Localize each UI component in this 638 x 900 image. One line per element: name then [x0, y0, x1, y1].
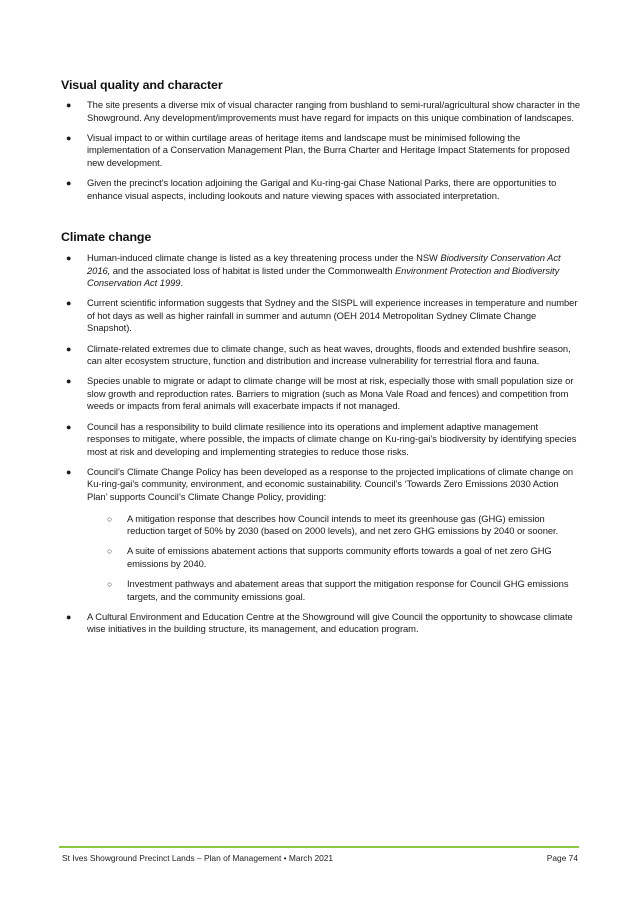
list-item: ● Visual impact to or within curtilage areas of heritage items and landscape must be minimised following the implementation of a Conservation Management Plan, the Burra Charter and Heritage Impact Statements for proposed new development.	[66, 131, 570, 168]
circle-bullet-icon: ○	[107, 578, 113, 589]
visual-quality-list	[61, 99, 581, 210]
sub-list-item: ○ A suite of emissions abatement actions that supports community efforts towards a goal of net zero GHG emissions by 2040.	[107, 545, 552, 569]
bullet-icon: ●	[66, 421, 72, 432]
list-item: ● Given the precinct’s location adjoining the Garigal and Ku-ring-gai Chase National Parks, there are opportunities to enhance visual aspects, including lookouts and nature viewing spaces with associated interpretation.	[66, 176, 557, 201]
sub-list-item: ○ Investment pathways and abatement areas that support the mitigation response for Council GHG emissions targets, and the community emissions goal.	[107, 577, 569, 602]
bullet-icon: ●	[66, 177, 72, 188]
bullet-icon: ●	[66, 611, 72, 622]
climate-change-heading: Climate change	[61, 230, 152, 244]
climate-change-list	[61, 252, 581, 643]
list-item: ● Council’s Climate Change Policy has been developed as a response to the projected implications of climate change on Ku-ring-gai’s community, environment, and economic sustainability. Council’s ‘Towards Zero Emissions 2030 Action Plan’ supports Council’s Climate Change Policy, providing: ○ A mitigation response that describes how Council intends to meet its greenhouse gas (GHG) emission reduction target of 50% by 2030 (based on 2000 levels), and net zero GHG emissions by 2040 or sooner. ○ A suite of emissions abatement actions that supports community efforts towards a goal of net zero GHG emissions by 2040. ○ Investment pathways and abatement areas that support the mitigation response for Council GHG emissions targets, and the community emissions goal.	[61, 466, 581, 603]
list-item: ● Council has a responsibility to build climate resilience into its operations and implement adaptive management responses to mitigate, where possible, the impacts of climate change on Ku-ring-gai’s biodiversity by identifying species most at risk and developing and implementing strategies to reduce those risks.	[66, 420, 577, 457]
visual-quality-heading: Visual quality and character	[61, 78, 223, 92]
list-item: ● Human-induced climate change is listed as a key threatening process under the NSW Biodiversity Conservation Act 2016, and the associated loss of habitat is listed under the Commonwealth Environment Protection and Biodiversity Conservation Act 1999.	[66, 252, 561, 289]
list-item: ● A Cultural Environment and Education Centre at the Showground will give Council the opportunity to showcase climate wise initiatives in the building structure, its management, and education program.	[66, 610, 573, 635]
bullet-icon: ●	[66, 343, 72, 354]
bullet-icon: ●	[66, 376, 72, 387]
bullet-icon: ●	[66, 298, 72, 309]
list-item: ● Species unable to migrate or adapt to climate change will be most at risk, especially those with small population size or slow growth and reproduction rates. Barriers to migration (such as Mona Vale Road and fences) and competition from weeds or impacts from feral animals will exacerbate impacts if not managed.	[66, 375, 574, 412]
bullet-icon: ●	[66, 466, 72, 477]
footer-divider	[59, 846, 579, 848]
bullet-icon: ●	[66, 100, 72, 110]
sub-list-item: ○ A mitigation response that describes how Council intends to meet its greenhouse gas (GHG) emission reduction target of 50% by 2030 (based on 2000 levels), and net zero GHG emissions by 2040 or sooner.	[107, 512, 559, 537]
bullet-icon: ●	[66, 132, 72, 143]
footer-document-title: St Ives Showground Precinct Lands – Plan of Management • March 2021	[62, 853, 334, 863]
footer-page-number: Page 74	[546, 853, 578, 863]
bullet-icon: ●	[66, 253, 72, 263]
circle-bullet-icon: ○	[107, 513, 113, 524]
list-item: ● The site presents a diverse mix of visual character ranging from bushland to semi-rural/agricultural show character in the Showground. Any development/improvements must have regard for impacts on this unique combination of landscapes.	[66, 99, 581, 123]
list-item: ● Climate-related extremes due to climate change, such as heat waves, droughts, floods and extended bushfire season, can alter ecosystem structure, function and distribution and increase vulnerability for terrestrial flora and fauna.	[66, 342, 571, 367]
list-item: ● Current scientific information suggests that Sydney and the SISPL will experience increases in temperature and number of hot days as well as higher rainfall in summer and autumn (OEH 2014 Metropolitan Sydney Climate Change Snapshot).	[66, 297, 578, 334]
circle-bullet-icon: ○	[107, 546, 113, 557]
sub-list	[87, 513, 581, 604]
